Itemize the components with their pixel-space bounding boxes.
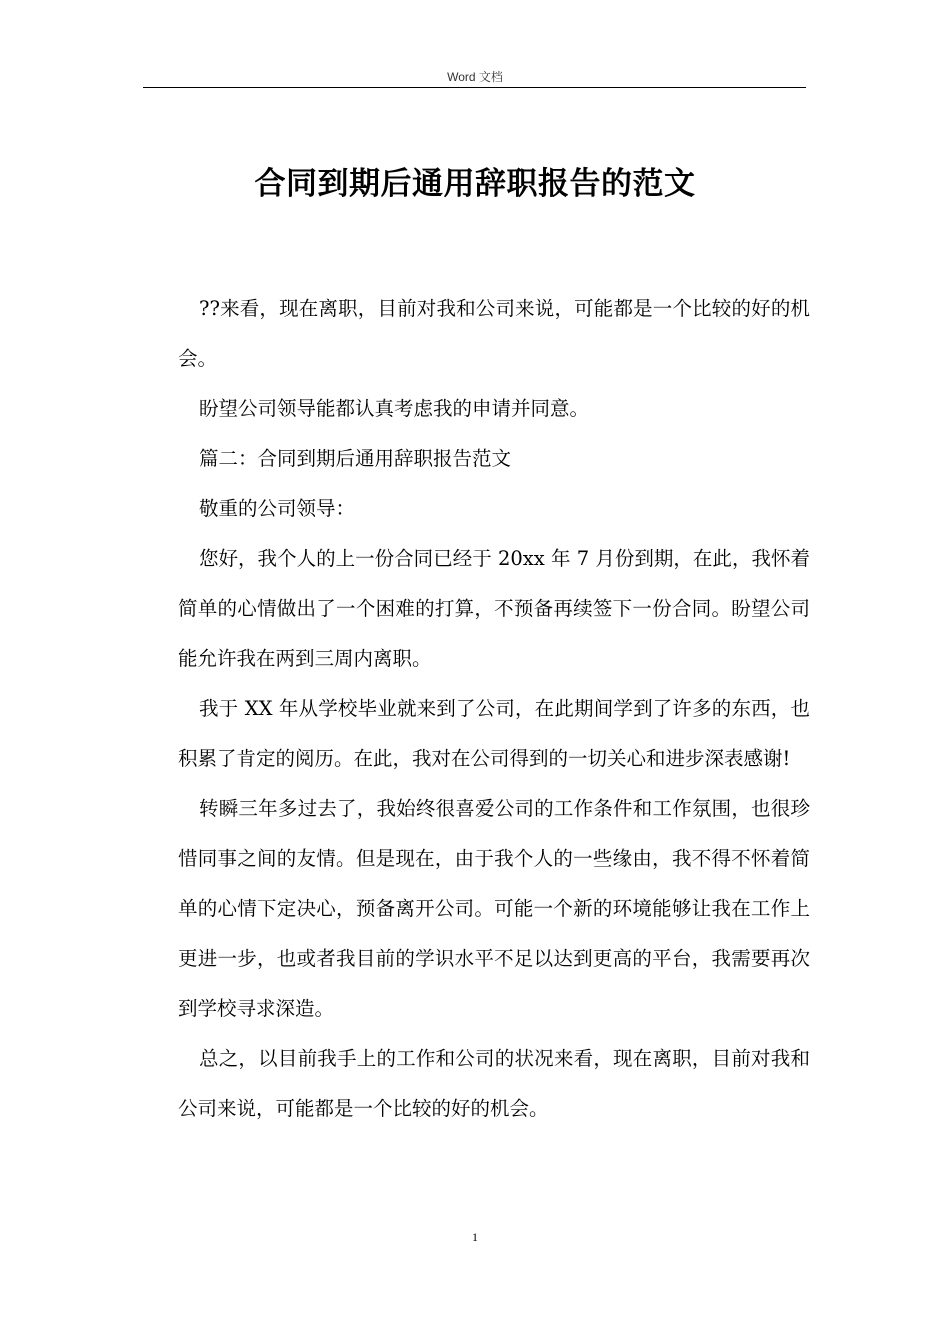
paragraph: 盼望公司领导能都认真考虑我的申请并同意。	[199, 397, 590, 420]
document-title: 合同到期后通用辞职报告的范文	[254, 166, 696, 202]
paragraph: 总之，以目前我手上的工作和公司的状况来看，现在离职，目前对我和公司来说，可能都是一个比较的好的机会。	[178, 1047, 810, 1120]
paragraph: 敬重的公司领导：	[199, 497, 356, 520]
paragraph: 转瞬三年多过去了，我始终很喜爱公司的工作条件和工作氛围，也很珍惜同事之间的友情。但是现在，由于我个人的一些缘由，我不得不怀着简单的心情下定决心，预备离开公司。可能一个新的环境能够让我在工作上更进一步，也或者我目前的学识水平不足以达到更高的平台，我需要再次到学校寻求深造。	[178, 797, 810, 1020]
paragraph: 您好，我个人的上一份合同已经于 20xx 年 7 月份到期，在此，我怀着简单的心情做出了一个困难的打算，不预备再续签下一份合同。盼望公司能允许我在两到三周内离职。	[178, 547, 810, 670]
header-divider	[143, 87, 806, 88]
paragraph: ??来看，现在离职，目前对我和公司来说，可能都是一个比较的好的机会。	[178, 297, 810, 370]
page-number: 1	[472, 1230, 478, 1244]
document-body	[178, 284, 810, 1134]
paragraph: 我于 XX 年从学校毕业就来到了公司，在此期间学到了许多的东西，也积累了肯定的阅历。在此，我对在公司得到的一切关心和进步深表感谢!	[178, 697, 810, 770]
page-header: Word 文档	[447, 70, 503, 84]
paragraph: 篇二：合同到期后通用辞职报告范文	[199, 447, 512, 470]
